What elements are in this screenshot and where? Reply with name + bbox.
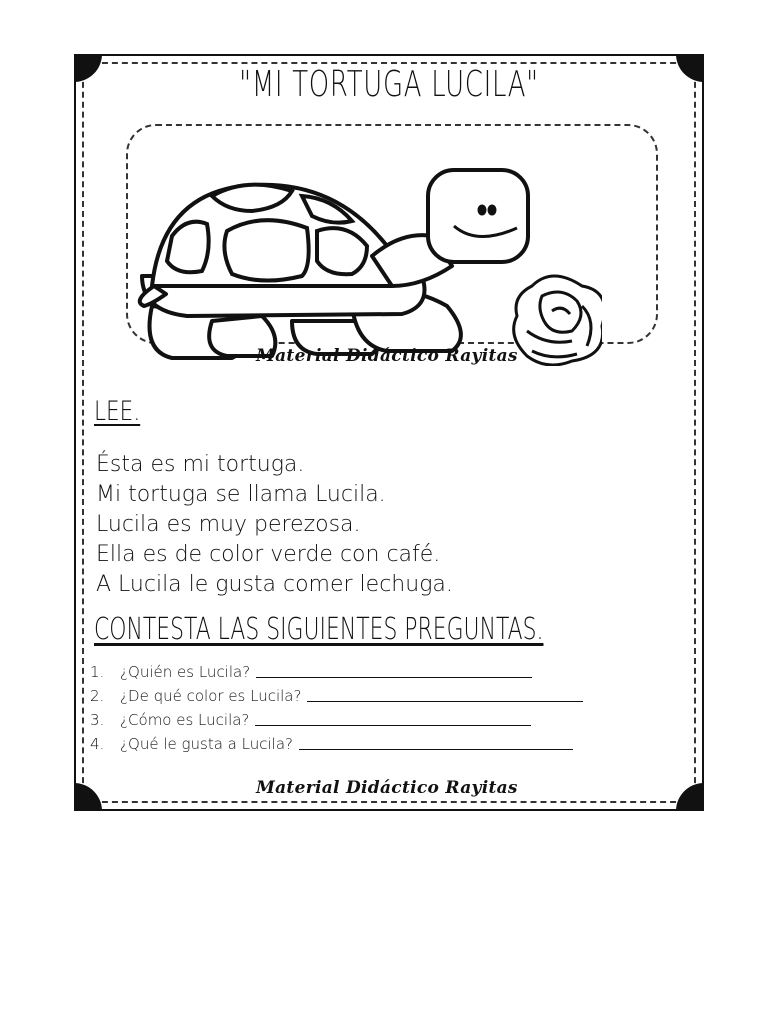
reading-heading: LEE.	[94, 396, 141, 427]
answer-line[interactable]	[256, 676, 532, 678]
answer-line[interactable]	[307, 700, 583, 702]
reading-passage	[96, 450, 453, 600]
reading-line: Mi tortuga se llama Lucila.	[96, 482, 386, 507]
questions-heading: CONTESTA LAS SIGUIENTES PREGUNTAS.	[94, 612, 544, 647]
watermark-bottom: Material Didáctico Rayitas	[256, 778, 518, 798]
question-text: ¿Cómo es Lucila?	[120, 711, 250, 729]
question-item	[90, 684, 583, 708]
question-text: ¿Quién es Lucila?	[120, 663, 251, 681]
answer-line[interactable]	[299, 748, 573, 750]
question-item	[90, 708, 583, 732]
lettuce-illustration	[514, 276, 602, 365]
question-number: 1.	[90, 663, 105, 681]
turtle-lettuce-illustration	[132, 136, 602, 366]
question-text: ¿Qué le gusta a Lucila?	[120, 735, 293, 753]
watermark-top: Material Didáctico Rayitas	[256, 346, 518, 366]
reading-line: A Lucila le gusta comer lechuga.	[96, 572, 453, 597]
reading-line: Lucila es muy perezosa.	[96, 512, 361, 537]
question-number: 3.	[90, 711, 105, 729]
worksheet	[74, 54, 704, 811]
question-item	[90, 660, 583, 684]
reading-line: Ella es de color verde con café.	[96, 542, 441, 567]
reading-line: Ésta es mi tortuga.	[96, 452, 305, 477]
worksheet-title: "MI TORTUGA LUCILA"	[239, 64, 539, 105]
answer-line[interactable]	[255, 724, 531, 726]
question-number: 2.	[90, 687, 105, 705]
question-item	[90, 732, 583, 756]
question-number: 4.	[90, 735, 105, 753]
question-text: ¿De qué color es Lucila?	[120, 687, 302, 705]
questions-list	[90, 660, 583, 756]
